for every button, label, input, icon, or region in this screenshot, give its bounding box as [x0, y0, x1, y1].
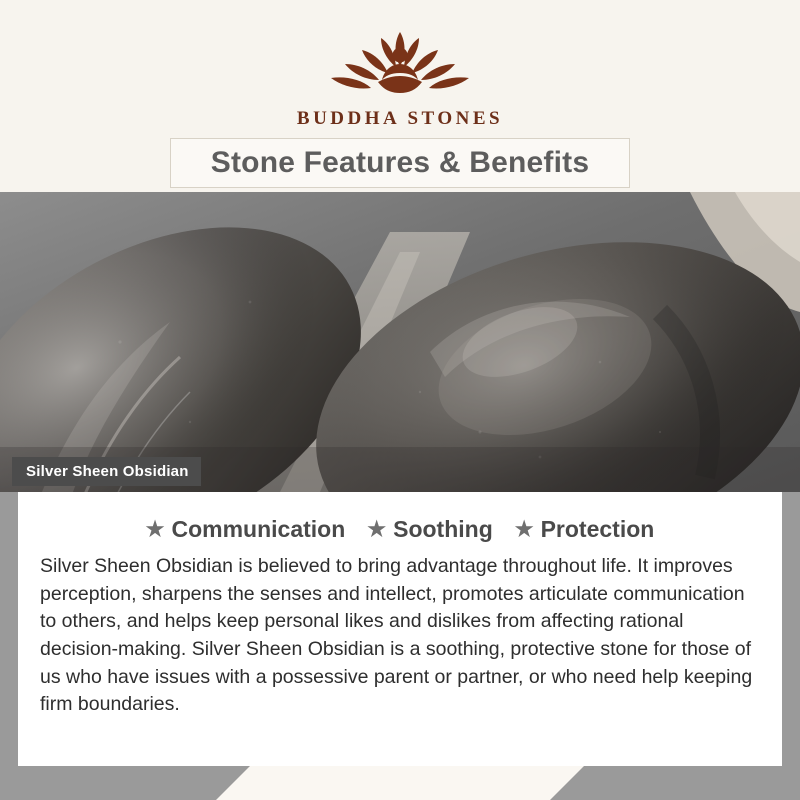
benefit-item [146, 516, 346, 543]
page-title: Stone Features & Benefits [210, 146, 590, 179]
star-icon: ★ [145, 518, 165, 541]
benefit-item [515, 516, 655, 543]
corner-decoration-bottom-left [0, 766, 250, 800]
obsidian-stones-image [0, 192, 800, 492]
product-photo [0, 192, 800, 492]
photo-caption: Silver Sheen Obsidian [12, 457, 201, 486]
benefit-item [367, 516, 492, 543]
lotus-meditation-figure-icon [315, 22, 485, 104]
corner-decoration-bottom-right [550, 766, 800, 800]
header [0, 0, 800, 192]
star-icon: ★ [367, 518, 387, 541]
stone-description: Silver Sheen Obsidian is believed to bring advantage throughout life. It improves perception, sharpens the senses and intellect, promotes articulate communication to others, and helps keep personal likes and dislikes from affecting rational decision-making. Silver Sheen Obsidian is a soothing, protective stone for those of us who have issues with a possessive parent or partner, or who need help keeping firm boundaries. [40, 555, 753, 716]
benefit-label: Soothing [393, 516, 493, 542]
brand-logo [0, 22, 800, 130]
benefits-list [36, 516, 764, 543]
benefit-label: Communication [171, 516, 346, 542]
benefit-label: Protection [540, 516, 655, 542]
section-title-band [170, 138, 630, 188]
description-section [18, 492, 782, 766]
star-icon: ★ [514, 518, 534, 541]
brand-name: BUDDHA STONES [296, 108, 504, 129]
